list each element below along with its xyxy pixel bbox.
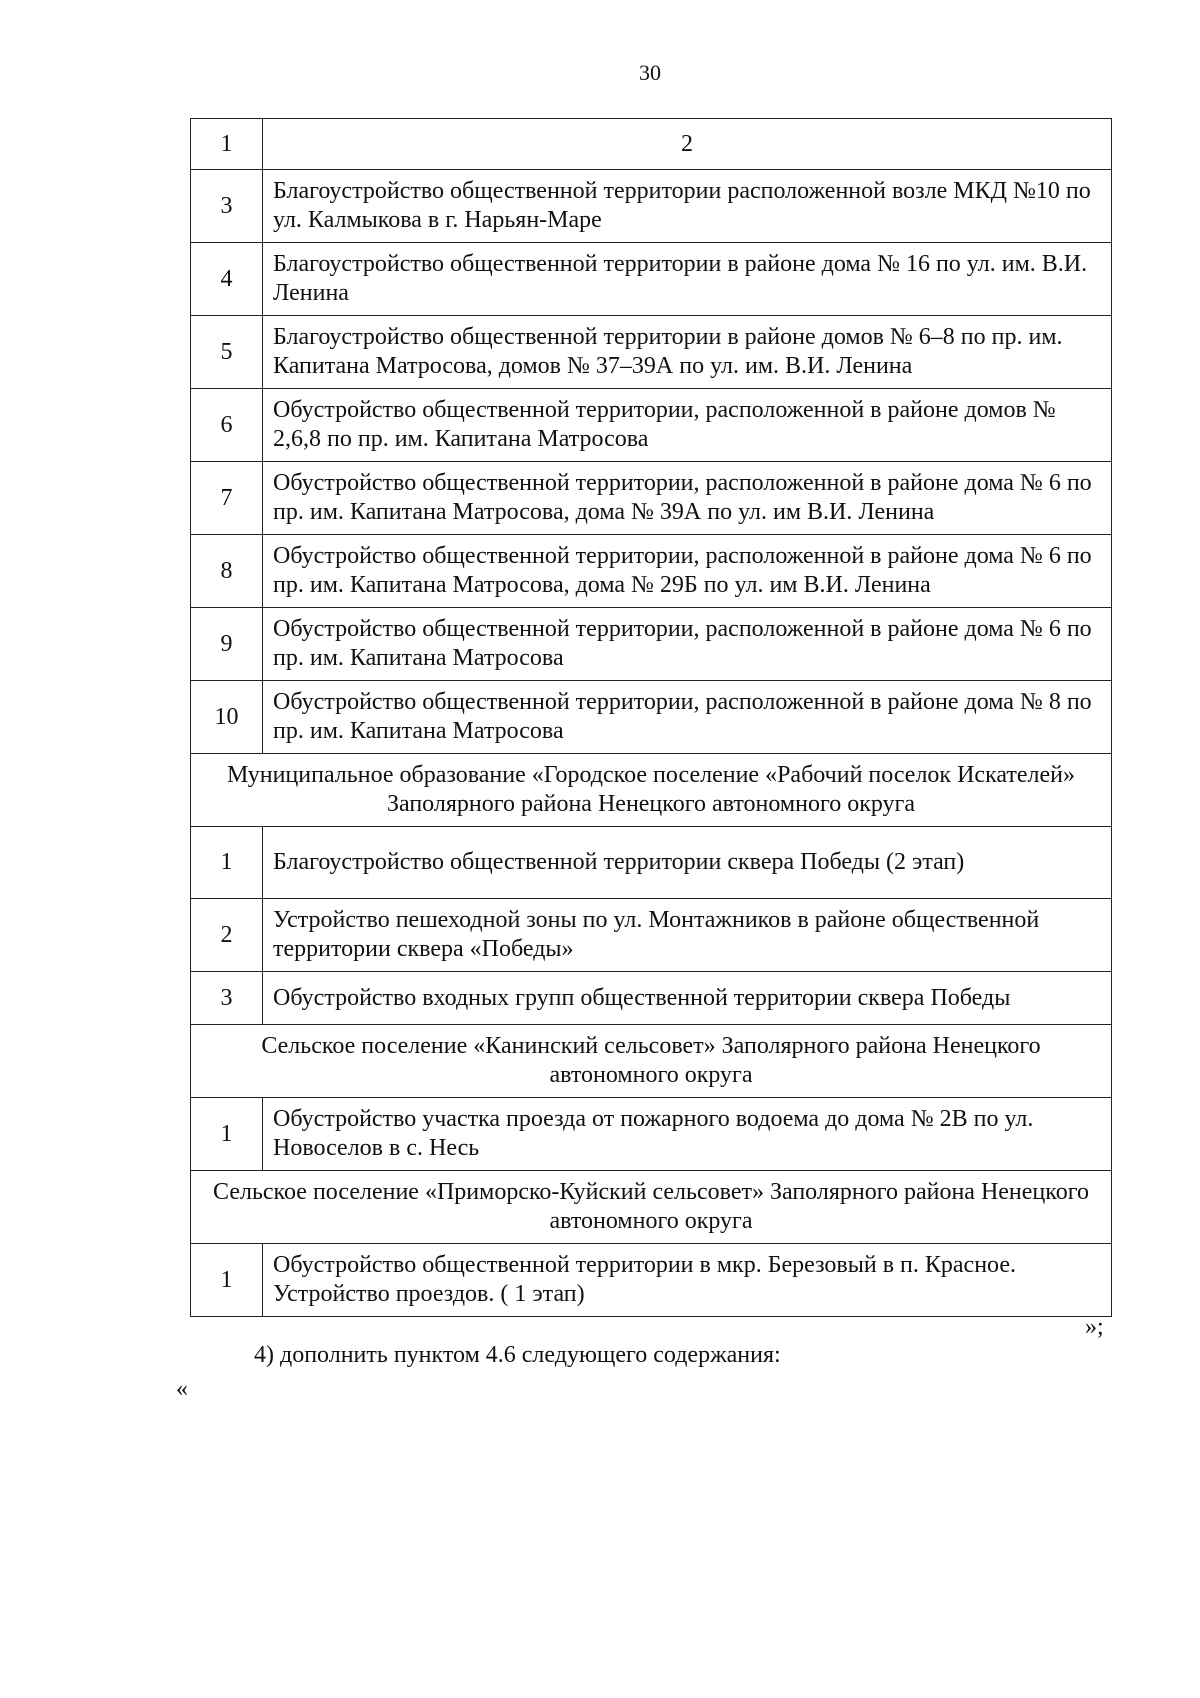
table-row (191, 681, 1112, 754)
section-header-row (191, 1025, 1112, 1098)
row-text: Обустройство участка проезда от пожарного водоема до дома № 2В по ул. Новоселов в с. Несь (263, 1098, 1112, 1171)
row-number: 5 (191, 316, 263, 389)
row-number: 3 (191, 170, 263, 243)
row-text: Благоустройство общественной территории сквера Победы (2 этап) (263, 827, 1112, 899)
table-row (191, 608, 1112, 681)
row-number: 1 (191, 827, 263, 899)
opening-quote-mark: « (176, 1376, 188, 1402)
projects-table (190, 118, 1112, 1317)
table-row (191, 462, 1112, 535)
row-text: Обустройство общественной территории, расположенной в районе дома № 6 по пр. им. Капитана Матросова, дома № 29Б по ул. им В.И. Ленина (263, 535, 1112, 608)
closing-quote-mark: »; (1085, 1314, 1104, 1340)
header-col-1: 1 (191, 119, 263, 170)
row-text: Обустройство общественной территории в мкр. Березовый в п. Красное. Устройство проездов. ( 1 этап) (263, 1244, 1112, 1317)
table-row (191, 972, 1112, 1025)
row-number: 2 (191, 899, 263, 972)
page-number: 30 (639, 60, 661, 85)
row-number: 1 (191, 1244, 263, 1317)
row-number: 6 (191, 389, 263, 462)
row-number: 1 (191, 1098, 263, 1171)
row-number: 10 (191, 681, 263, 754)
table-row (191, 535, 1112, 608)
section-title-iskateley: Муниципальное образование «Городское поселение «Рабочий поселок Искателей» Заполярного района Ненецкого автономного округа (191, 754, 1112, 827)
row-text: Обустройство общественной территории, расположенной в районе дома № 8 по пр. им. Капитана Матросова (263, 681, 1112, 754)
row-number: 4 (191, 243, 263, 316)
row-text: Обустройство общественной территории, расположенной в районе дома № 6 по пр. им. Капитана Матросова (263, 608, 1112, 681)
row-text: Устройство пешеходной зоны по ул. Монтажников в районе общественной территории сквера «Победы» (263, 899, 1112, 972)
section-title-kanin: Сельское поселение «Канинский сельсовет» Заполярного района Ненецкого автономного округа (191, 1025, 1112, 1098)
row-text: Обустройство входных групп общественной территории сквера Победы (263, 972, 1112, 1025)
row-text: Благоустройство общественной территории в районе домов № 6–8 по пр. им. Капитана Матросова, домов № 37–39А по ул. им. В.И. Ленина (263, 316, 1112, 389)
amendment-statement: 4) дополнить пунктом 4.6 следующего содержания: (254, 1342, 781, 1368)
table-row (191, 243, 1112, 316)
section-header-row (191, 1171, 1112, 1244)
table-row (191, 316, 1112, 389)
row-text: Обустройство общественной территории, расположенной в районе домов № 2,6,8 по пр. им. Капитана Матросова (263, 389, 1112, 462)
table-row (191, 827, 1112, 899)
row-text: Благоустройство общественной территории расположенной возле МКД №10 по ул. Калмыкова в г. Нарьян-Маре (263, 170, 1112, 243)
table-row (191, 899, 1112, 972)
row-text: Обустройство общественной территории, расположенной в районе дома № 6 по пр. им. Капитана Матросова, дома № 39А по ул. им В.И. Ленина (263, 462, 1112, 535)
table-row (191, 170, 1112, 243)
header-col-2: 2 (263, 119, 1112, 170)
row-number: 3 (191, 972, 263, 1025)
table-row (191, 389, 1112, 462)
section-header-row (191, 754, 1112, 827)
table-row (191, 1098, 1112, 1171)
row-number: 9 (191, 608, 263, 681)
table-row (191, 1244, 1112, 1317)
section-title-primorsko: Сельское поселение «Приморско-Куйский сельсовет» Заполярного района Ненецкого автономного округа (191, 1171, 1112, 1244)
row-number: 7 (191, 462, 263, 535)
row-text: Благоустройство общественной территории в районе дома № 16 по ул. им. В.И. Ленина (263, 243, 1112, 316)
table-header-row (191, 119, 1112, 170)
row-number: 8 (191, 535, 263, 608)
